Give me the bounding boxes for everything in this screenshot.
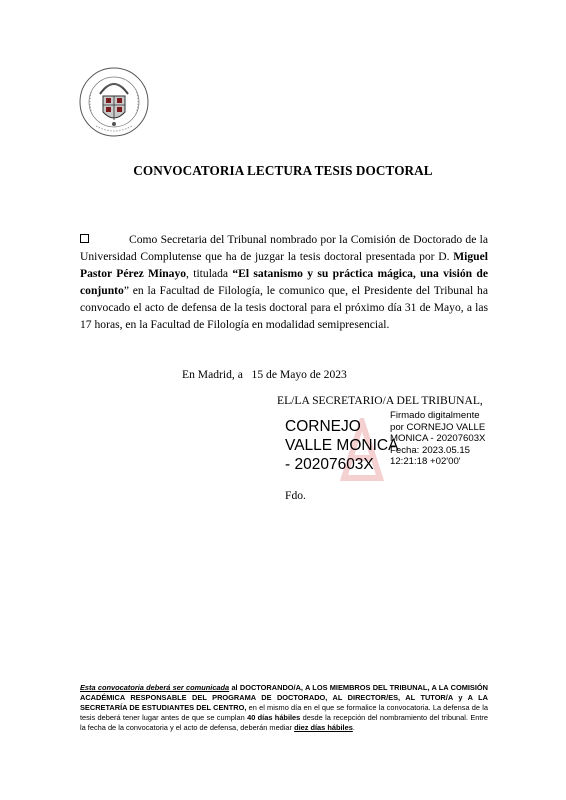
candidate-name: Miguel Pastor Pérez Minayo (80, 250, 488, 281)
footer-note (80, 683, 488, 733)
paragraph-text-2: , titulada (186, 267, 233, 281)
signature-detail-line: Firmado digitalmente (390, 410, 480, 421)
signature-detail-line: por CORNEJO VALLE (390, 421, 486, 433)
paragraph-text-3: ” en la Facultad de Filología, le comunico que, el Presidente del Tribunal ha convocado el acto de defensa de la tesis doctoral para el próximo día 31 de Mayo, a las 17 horas, en la Facultad de Filología en modalidad semipresencial. (80, 284, 488, 332)
secretario-label: EL/LA SECRETARIO/A DEL TRIBUNAL, (277, 394, 483, 407)
signature-detail-line: 12:21:18 +02'00' (390, 456, 461, 468)
university-seal-icon (78, 66, 150, 138)
footer-min-days: diez días hábiles (294, 723, 353, 732)
footer-lead: Esta convocatoria deberá ser comunicada (80, 683, 230, 692)
footer-text-2: desde la recepción del nombramiento del tribunal. Entre la fecha de la convocatoria y el acto de defensa, deberán mediar (80, 713, 488, 732)
footer-deadline: 40 días hábiles (247, 713, 301, 722)
checkbox[interactable] (80, 234, 89, 243)
convocation-paragraph (80, 231, 488, 334)
fdo-label: Fdo. (285, 489, 306, 502)
signature-details (390, 410, 520, 468)
signature-name-line: VALLE MONICA (285, 437, 399, 454)
signature-detail-line: Fecha: 2023.05.15 (390, 444, 471, 456)
signature-detail-line: MONICA - 20207603X (390, 433, 486, 445)
document-title: CONVOCATORIA LECTURA TESIS DOCTORAL (133, 163, 433, 178)
signature-name-line: - 20207603X (285, 456, 374, 473)
thesis-title: “El satanismo y su práctica mágica, una visión de conjunto (80, 267, 488, 298)
signature-name-line: CORNEJO (285, 418, 361, 435)
footer-text-1: en el mismo día en el que se formalice la convocatoria. La defensa de la tesis deberá tener lugar antes de que se cumplan (80, 703, 488, 722)
footer-text-3: . (352, 723, 355, 732)
signature-name (285, 417, 399, 474)
footer-recipients: al DOCTORANDO/A, A LOS MIEMBROS DEL TRIBUNAL, A LA COMISIÓN ACADÉMICA RESPONSABLE DEL PROGRAMA DE DOCTORADO, AL DIRECTOR/ES, AL TUTOR/A y A LA SECRETARÍA DE ESTUDIANTES DEL CENTRO, (80, 683, 488, 712)
date-line: En Madrid, a 15 de Mayo de 2023 (182, 368, 347, 381)
paragraph-text-1: Como Secretaria del Tribunal nombrado por la Comisión de Doctorado de la Universidad Complutense que ha de juzgar la tesis doctoral presentada por D. (80, 233, 488, 264)
